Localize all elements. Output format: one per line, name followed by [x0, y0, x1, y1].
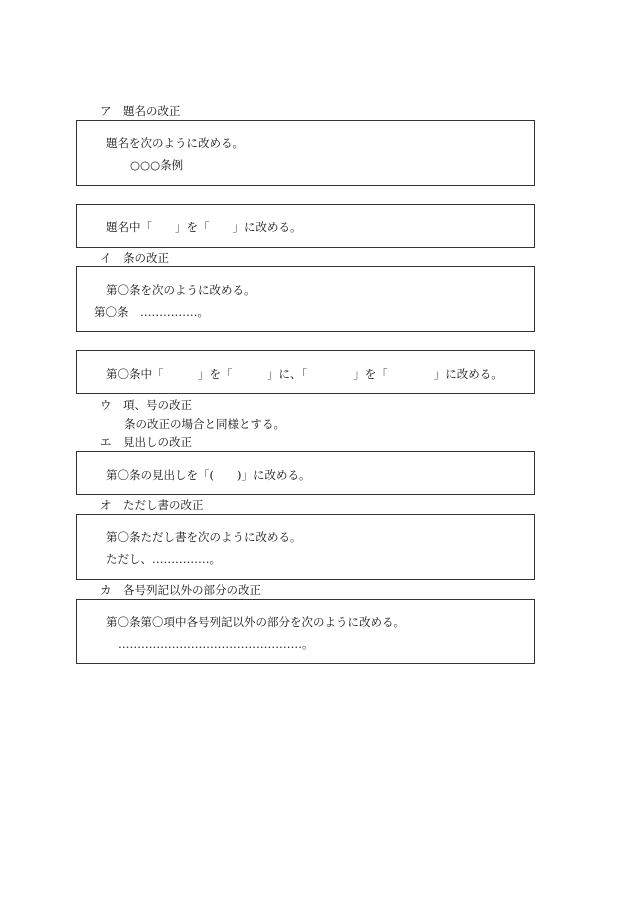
section-e-box-1 [76, 451, 535, 495]
section-u-heading: ウ 項、号の改正 [100, 398, 192, 412]
section-a-box-2 [76, 204, 535, 248]
section-a-box-2-line-1: 題名中「 」を「 」に改める。 [106, 220, 302, 234]
section-ka-box-1-line-1: 第〇条第〇項中各号列記以外の部分を次のように改める。 [106, 615, 405, 629]
section-e-box-1-line-1: 第〇条の見出しを「( )」に改める。 [106, 468, 311, 482]
section-a-box-1 [76, 120, 535, 186]
section-ka-box-1 [76, 599, 535, 664]
section-o-box-1-line-2: ただし、……………。 [106, 552, 221, 566]
section-o-heading: オ ただし書の改正 [100, 498, 204, 512]
section-a-box-1-line-1: 題名を次のように改める。 [106, 136, 244, 150]
section-a-heading: ア 題名の改正 [100, 104, 181, 118]
section-ka-box-1-line-2: …………………………………………。 [118, 637, 314, 651]
section-a-box-1-line-2: ○○○条例 [130, 158, 184, 172]
section-i-box-1-line-2: 第〇条 ……………。 [94, 305, 209, 319]
section-u-note: 条の改正の場合と同様とする。 [124, 417, 285, 431]
section-o-box-1 [76, 514, 535, 580]
section-i-heading: イ 条の改正 [100, 251, 169, 265]
section-i-box-2 [76, 350, 535, 394]
section-i-box-2-line-1: 第〇条中「 」を「 」に、「 」を「 」に改める。 [106, 367, 503, 381]
section-e-heading: エ 見出しの改正 [100, 435, 192, 449]
section-o-box-1-line-1: 第〇条ただし書を次のように改める。 [106, 530, 302, 544]
section-ka-heading: カ 各号列記以外の部分の改正 [100, 583, 261, 597]
section-i-box-1 [76, 266, 535, 332]
section-i-box-1-line-1: 第〇条を次のように改める。 [106, 283, 256, 297]
